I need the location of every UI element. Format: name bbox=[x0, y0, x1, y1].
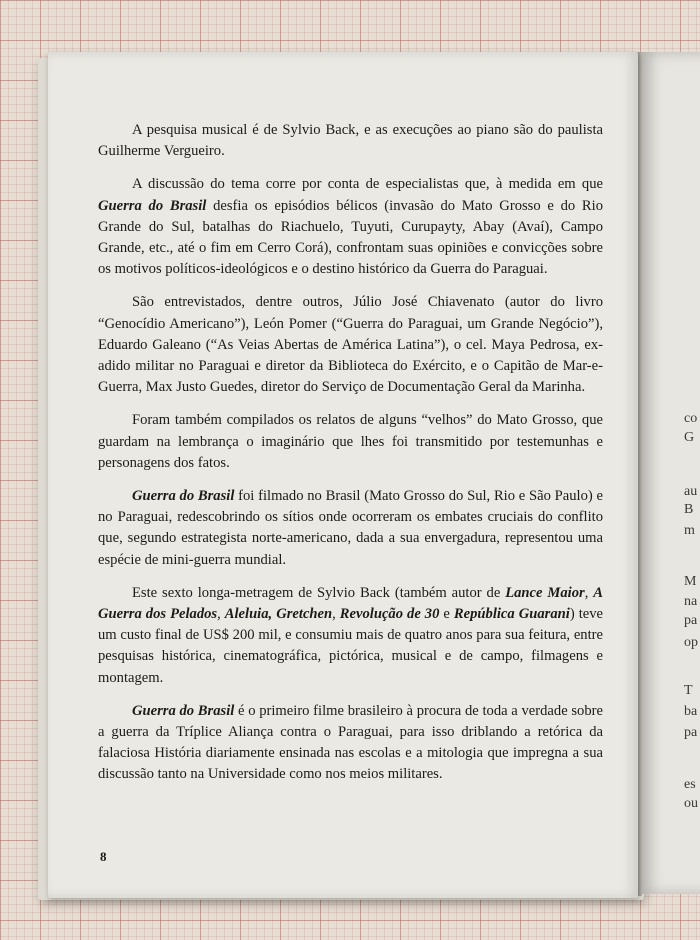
work-title: Lance Maior bbox=[505, 584, 585, 601]
facing-page-fragment: pa bbox=[684, 725, 698, 740]
facing-page-fragment: co bbox=[684, 411, 698, 426]
facing-page-fragment: m bbox=[684, 523, 695, 538]
paragraph bbox=[98, 486, 603, 571]
paragraph bbox=[98, 701, 603, 786]
paragraph bbox=[98, 174, 603, 280]
facing-page-fragment: T bbox=[684, 683, 693, 698]
facing-page-fragment: op bbox=[684, 635, 698, 650]
text-run: foi filmado no Brasil (Mato Grosso do Sul, Rio e São Paulo) e no Paraguai, redescobrindo os sítios onde ocorreram os embates cruciais do conflito que, segundo estrategista norte-americano, dada a sua envergadura, representou uma espécie de mini-guerra mundial. bbox=[98, 488, 603, 568]
work-title: Guerra do Brasil bbox=[98, 197, 207, 214]
text-run: A pesquisa musical é de Sylvio Back, e as execuções ao piano são do paulista Guilherme Vergueiro. bbox=[98, 122, 603, 160]
text-run: , bbox=[332, 606, 340, 623]
facing-page-fragment: ba bbox=[684, 704, 698, 719]
work-title: A Guerra dos Pelados bbox=[98, 584, 603, 623]
page-body-text bbox=[98, 120, 603, 786]
facing-page bbox=[640, 52, 700, 894]
facing-page-fragment: es bbox=[684, 777, 696, 792]
facing-page-fragment: pa bbox=[684, 613, 698, 628]
work-title: Guerra do Brasil bbox=[132, 488, 235, 505]
facing-page-fragment: M bbox=[684, 574, 697, 589]
paragraph bbox=[98, 292, 603, 398]
text-run: é o primeiro filme brasileiro à procura de toda a verdade sobre a guerra da Tríplice Aliança contra o Paraguai, para isso driblando a retórica da falaciosa História diariamente ensinada nas escolas e a mitologia que impregna a sua discussão tanto na Universidade como nos meios militares. bbox=[98, 702, 603, 783]
facing-page-fragment: B bbox=[684, 502, 694, 517]
text-run: São entrevistados, dentre outros, Júlio José Chiavenato (autor do livro “Genocídio Americano”), León Pomer (“Guerra do Paraguai, um Grande Negócio”), Eduardo Galeano (“As Veias Abertas de América Latina”), o cel. Maya Pedrosa, ex-adido militar no Paraguai e diretor da Biblioteca do Exército, e o Capitão de Mar-e-Guerra, Max Justo Guedes, diretor do Serviço de Documentação Geral da Marinha. bbox=[98, 294, 603, 396]
text-run: A discussão do tema corre por conta de especialistas que, à medida em que bbox=[132, 176, 603, 193]
work-title: República Guarani bbox=[453, 606, 570, 623]
page-number: 8 bbox=[100, 849, 107, 864]
work-title: Guerra do Brasil bbox=[132, 702, 235, 719]
paragraph bbox=[98, 583, 603, 689]
text-run: Foram também compilados os relatos de alguns “velhos” do Mato Grosso, que guardam na lembrança o imaginário que lhes foi transmitido por testemunhas e personagens dos fatos. bbox=[98, 412, 603, 471]
text-run: , bbox=[584, 584, 594, 601]
paragraph bbox=[98, 410, 603, 474]
text-run: ) teve um custo final de US$ 200 mil, e consumiu mais de quatro anos para sua feitura, entre pesquisas histórica, cinematográfica, pictórica, musical e de campo, filmagens e montagem. bbox=[98, 606, 603, 686]
facing-page-fragment: au bbox=[684, 484, 698, 499]
facing-page-fragment: ou bbox=[684, 796, 698, 811]
paragraph bbox=[98, 120, 603, 162]
text-run: desfia os episódios bélicos (invasão do Mato Grosso e do Rio Grande do Sul, batalhas do Riachuelo, Tuyuti, Curupayty, Abay (Avaí), Campo Grande, etc., até o fim em Cerro Corá), confrontam suas opiniões e convicções sobre os motivos políticos-ideológicos e o destino histórico da Guerra do Paraguai. bbox=[98, 197, 603, 278]
text-run: Este sexto longa-metragem de Sylvio Back (também autor de bbox=[132, 584, 506, 601]
work-title: Revolução de 30 bbox=[339, 606, 440, 623]
text-run: , bbox=[217, 606, 225, 623]
facing-page-fragment: G bbox=[684, 430, 695, 445]
text-run: e bbox=[439, 606, 454, 623]
work-title: Aleluia, Gretchen bbox=[224, 606, 333, 623]
facing-page-fragment: na bbox=[684, 594, 698, 609]
